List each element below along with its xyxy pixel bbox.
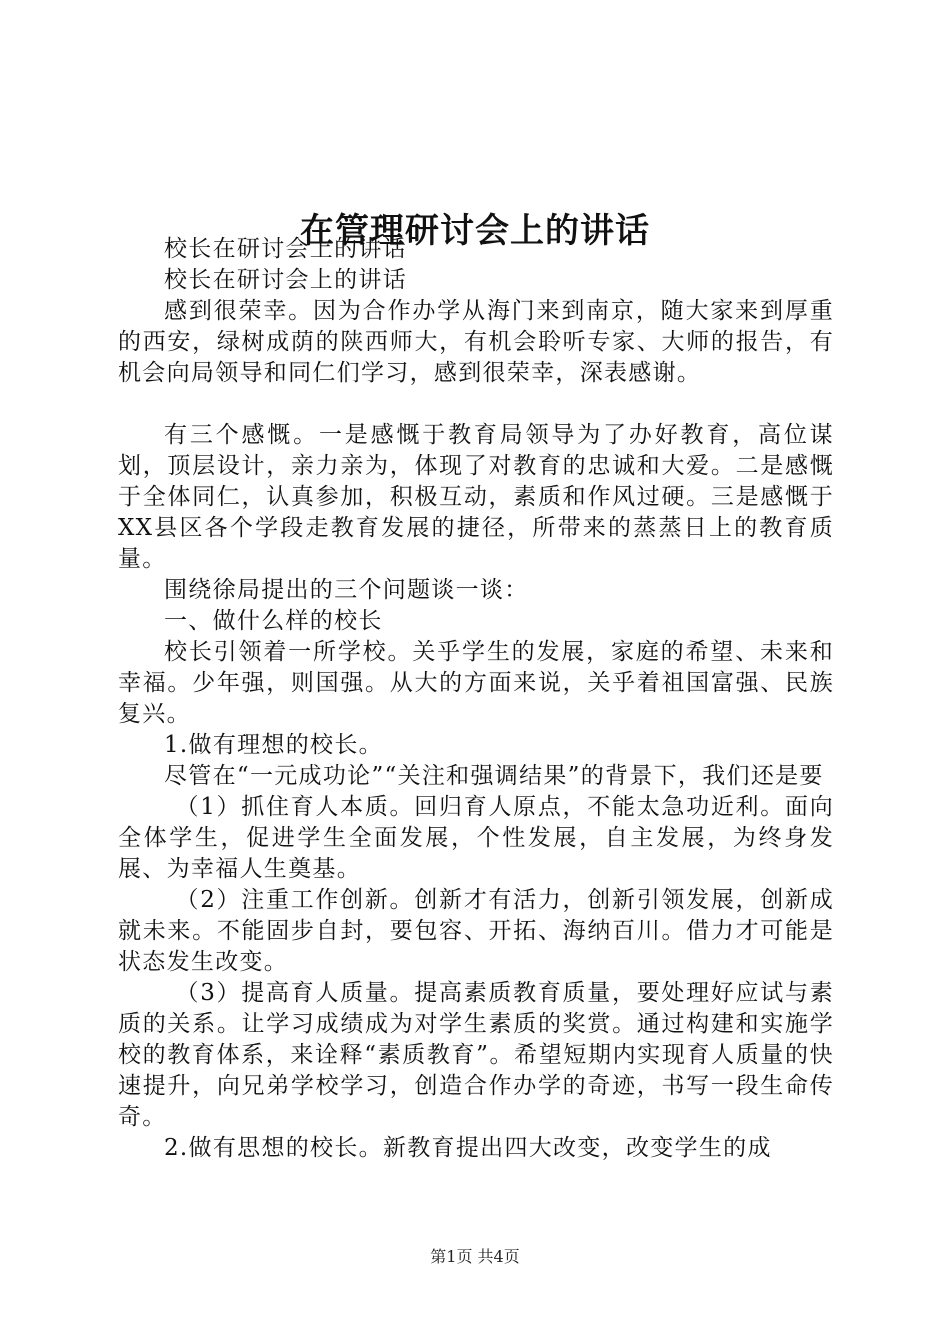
subheading-ideal-principal: 1.做有理想的校长。 (164, 732, 383, 758)
list-item-1: （1）抓住育人本质。回归育人原点，不能太急功近利。面向全体学生，促进学生全面发展，个性发展，自主发展，为终身发展、为幸福人生奠基。 (118, 794, 834, 882)
document-title: 在管理研讨会上的讲话 (300, 210, 650, 251)
paragraph-three-questions: 围绕徐局提出的三个问题谈一谈： (164, 577, 529, 603)
paragraph-subtitle-2: 校长在研讨会上的讲话 (164, 267, 407, 293)
subheading-thoughtful-principal: 2.做有思想的校长。新教育提出四大改变，改变学生的成 (164, 1135, 772, 1161)
page-number-footer: 第1页 共4页 (430, 1247, 520, 1266)
paragraph-subtitle-1: 校长在研讨会上的讲话 (164, 236, 407, 262)
paragraph-gratitude: 感到很荣幸。因为合作办学从海门来到南京，随大家来到厚重的西安，绿树成荫的陕西师大，有机会聆听专家、大师的报告，有机会向局领导和同仁们学习，感到很荣幸，深表感谢。 (118, 298, 834, 386)
list-item-3: （3）提高育人质量。提高素质教育质量，要处理好应试与素质的关系。让学习成绩成为对学生素质的奖赏。通过构建和实施学校的教育体系，来诠释“素质教育”。希望短期内实现育人质量的快速提升，向兄弟学校学习，创造合作办学的奇迹，书写一段生命传奇。 (118, 980, 834, 1130)
paragraph-despite: 尽管在“一元成功论”“关注和强调结果”的背景下，我们还是要 (164, 763, 824, 789)
list-item-2: （2）注重工作创新。创新才有活力，创新引领发展，创新成就未来。不能固步自封，要包容、开拓、海纳百川。借力才可能是状态发生改变。 (118, 887, 834, 975)
paragraph-principal-role: 校长引领着一所学校。关乎学生的发展，家庭的希望、未来和幸福。少年强，则国强。从大的方面来说，关乎着祖国富强、民族复兴。 (118, 639, 834, 727)
section-heading-one: 一、做什么样的校长 (164, 608, 383, 634)
document-body (118, 234, 834, 1164)
paragraph-three-reflections: 有三个感慨。一是感慨于教育局领导为了办好教育，高位谋划，顶层设计，亲力亲为，体现了对教育的忠诚和大爱。二是感慨于全体同仁，认真参加，积极互动，素质和作风过硬。三是感慨于XX县区各个学段走教育发展的捷径，所带来的蒸蒸日上的教育质量。 (118, 422, 834, 572)
